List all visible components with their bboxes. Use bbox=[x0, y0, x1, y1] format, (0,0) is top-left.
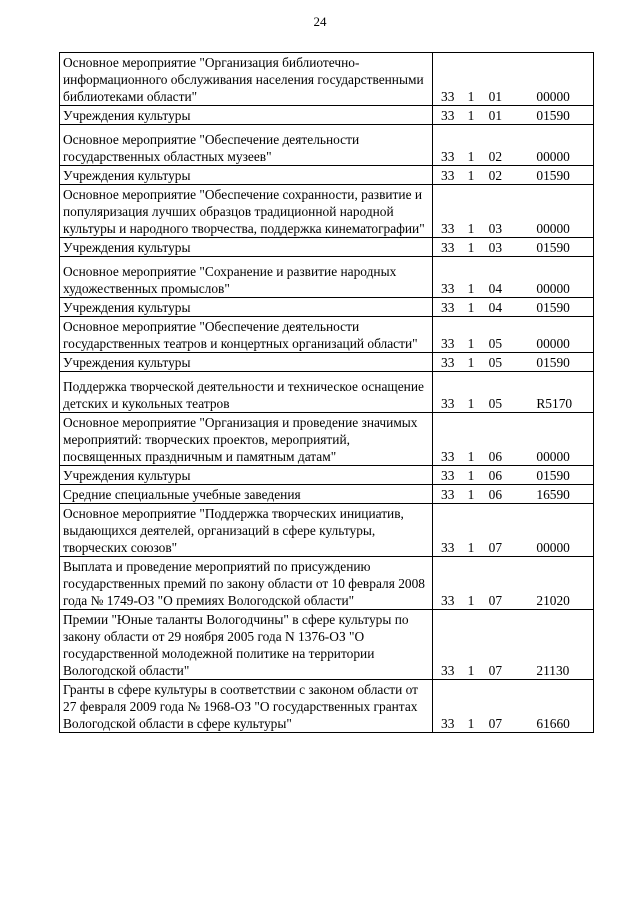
measure-code: 06 bbox=[488, 468, 503, 483]
budget-classification-table bbox=[59, 52, 594, 733]
subprogram-code: 1 bbox=[467, 355, 475, 370]
table-row bbox=[60, 413, 594, 466]
subprogram-code: 1 bbox=[467, 221, 475, 236]
row-code bbox=[433, 372, 594, 413]
subprogram-code: 1 bbox=[467, 663, 475, 678]
subprogram-code: 1 bbox=[467, 449, 475, 464]
row-code bbox=[433, 610, 594, 680]
direction-code: 00000 bbox=[536, 149, 570, 164]
measure-code: 04 bbox=[488, 300, 503, 315]
table-row bbox=[60, 106, 594, 125]
measure-code: 07 bbox=[488, 540, 503, 555]
table-row bbox=[60, 353, 594, 372]
row-name: Учреждения культуры bbox=[60, 353, 433, 372]
direction-code: 00000 bbox=[536, 449, 570, 464]
row-name: Гранты в сфере культуры в соответствии с законом области от 27 февраля 2009 года № 1968-ОЗ "О государственных грантах Вологодской области в сфере культуры" bbox=[60, 680, 433, 733]
measure-code: 03 bbox=[488, 221, 503, 236]
row-name: Основное мероприятие "Организация и проведение значимых мероприятий: творческих проектов, мероприятий, посвященных праздничным и памятным датам" bbox=[60, 413, 433, 466]
program-code: 33 bbox=[441, 468, 455, 483]
program-code: 33 bbox=[441, 108, 455, 123]
table-row bbox=[60, 680, 594, 733]
direction-code: R5170 bbox=[536, 396, 573, 411]
row-code bbox=[433, 504, 594, 557]
row-name: Учреждения культуры bbox=[60, 238, 433, 257]
subprogram-code: 1 bbox=[467, 281, 475, 296]
measure-code: 05 bbox=[488, 336, 503, 351]
row-code bbox=[433, 485, 594, 504]
row-code bbox=[433, 466, 594, 485]
program-code: 33 bbox=[441, 240, 455, 255]
row-name: Учреждения культуры bbox=[60, 166, 433, 185]
program-code: 33 bbox=[441, 355, 455, 370]
row-code bbox=[433, 166, 594, 185]
subprogram-code: 1 bbox=[467, 149, 475, 164]
table-row bbox=[60, 372, 594, 413]
table-row bbox=[60, 257, 594, 298]
direction-code: 00000 bbox=[536, 221, 570, 236]
measure-code: 01 bbox=[488, 108, 503, 123]
program-code: 33 bbox=[441, 300, 455, 315]
direction-code: 00000 bbox=[536, 540, 570, 555]
program-code: 33 bbox=[441, 149, 455, 164]
table-row bbox=[60, 298, 594, 317]
row-name: Основное мероприятие "Обеспечение деятельности государственных областных музеев" bbox=[60, 125, 433, 166]
direction-code: 00000 bbox=[536, 89, 570, 104]
row-code bbox=[433, 298, 594, 317]
row-code bbox=[433, 353, 594, 372]
table-row bbox=[60, 166, 594, 185]
table-row bbox=[60, 53, 594, 106]
subprogram-code: 1 bbox=[467, 300, 475, 315]
row-name: Основное мероприятие "Сохранение и развитие народных художественных промыслов" bbox=[60, 257, 433, 298]
row-code bbox=[433, 125, 594, 166]
program-code: 33 bbox=[441, 540, 455, 555]
row-name: Основное мероприятие "Организация библиотечно-информационного обслуживания населения государственными библиотеками области" bbox=[60, 53, 433, 106]
measure-code: 02 bbox=[488, 149, 503, 164]
row-code bbox=[433, 680, 594, 733]
subprogram-code: 1 bbox=[467, 89, 475, 104]
program-code: 33 bbox=[441, 89, 455, 104]
subprogram-code: 1 bbox=[467, 593, 475, 608]
subprogram-code: 1 bbox=[467, 716, 475, 731]
table-row bbox=[60, 610, 594, 680]
row-name: Выплата и проведение мероприятий по присуждению государственных премий по закону области от 10 февраля 2008 года № 1749-ОЗ "О премиях Вологодской области" bbox=[60, 557, 433, 610]
measure-code: 06 bbox=[488, 487, 503, 502]
row-name: Основное мероприятие "Обеспечение сохранности, развитие и популяризация лучших образцов традиционной народной культуры и народного творчества, поддержка кинематографии" bbox=[60, 185, 433, 238]
table-row bbox=[60, 185, 594, 238]
subprogram-code: 1 bbox=[467, 108, 475, 123]
row-code bbox=[433, 53, 594, 106]
program-code: 33 bbox=[441, 396, 455, 411]
table-row bbox=[60, 485, 594, 504]
program-code: 33 bbox=[441, 593, 455, 608]
subprogram-code: 1 bbox=[467, 336, 475, 351]
table-row bbox=[60, 504, 594, 557]
program-code: 33 bbox=[441, 449, 455, 464]
measure-code: 07 bbox=[488, 663, 503, 678]
direction-code: 01590 bbox=[536, 108, 570, 123]
program-code: 33 bbox=[441, 336, 455, 351]
direction-code: 01590 bbox=[536, 168, 570, 183]
row-name: Средние специальные учебные заведения bbox=[60, 485, 433, 504]
table-row bbox=[60, 557, 594, 610]
row-code bbox=[433, 238, 594, 257]
row-code bbox=[433, 557, 594, 610]
row-name: Премии "Юные таланты Вологодчины" в сфере культуры по закону области от 29 ноября 2005 года N 1376-ОЗ "О государственной молодежной политике на территории Вологодской области" bbox=[60, 610, 433, 680]
direction-code: 01590 bbox=[536, 300, 570, 315]
row-code bbox=[433, 106, 594, 125]
measure-code: 02 bbox=[488, 168, 503, 183]
subprogram-code: 1 bbox=[467, 240, 475, 255]
measure-code: 07 bbox=[488, 716, 503, 731]
measure-code: 05 bbox=[488, 355, 503, 370]
measure-code: 04 bbox=[488, 281, 503, 296]
program-code: 33 bbox=[441, 716, 455, 731]
program-code: 33 bbox=[441, 663, 455, 678]
direction-code: 00000 bbox=[536, 336, 570, 351]
page-number: 24 bbox=[313, 14, 327, 29]
table-row bbox=[60, 125, 594, 166]
row-name: Основное мероприятие "Обеспечение деятельности государственных театров и концертных организаций области" bbox=[60, 317, 433, 353]
program-code: 33 bbox=[441, 168, 455, 183]
table-row bbox=[60, 238, 594, 257]
program-code: 33 bbox=[441, 281, 455, 296]
measure-code: 05 bbox=[488, 396, 503, 411]
table-body bbox=[60, 53, 594, 733]
row-code bbox=[433, 317, 594, 353]
measure-code: 01 bbox=[488, 89, 503, 104]
row-code bbox=[433, 185, 594, 238]
direction-code: 01590 bbox=[536, 355, 570, 370]
subprogram-code: 1 bbox=[467, 396, 475, 411]
row-name: Поддержка творческой деятельности и техническое оснащение детских и кукольных театров bbox=[60, 372, 433, 413]
measure-code: 07 bbox=[488, 593, 503, 608]
row-name: Учреждения культуры bbox=[60, 106, 433, 125]
row-code bbox=[433, 257, 594, 298]
direction-code: 01590 bbox=[536, 240, 570, 255]
direction-code: 01590 bbox=[536, 468, 570, 483]
subprogram-code: 1 bbox=[467, 168, 475, 183]
direction-code: 21130 bbox=[536, 663, 570, 678]
table-row bbox=[60, 317, 594, 353]
row-code bbox=[433, 413, 594, 466]
row-name: Основное мероприятие "Поддержка творческих инициатив, выдающихся деятелей, организаций в сфере культуры, творческих союзов" bbox=[60, 504, 433, 557]
direction-code: 61660 bbox=[536, 716, 570, 731]
program-code: 33 bbox=[441, 487, 455, 502]
direction-code: 16590 bbox=[536, 487, 570, 502]
program-code: 33 bbox=[441, 221, 455, 236]
table-row bbox=[60, 466, 594, 485]
measure-code: 03 bbox=[488, 240, 503, 255]
row-name: Учреждения культуры bbox=[60, 466, 433, 485]
subprogram-code: 1 bbox=[467, 487, 475, 502]
subprogram-code: 1 bbox=[467, 468, 475, 483]
direction-code: 00000 bbox=[536, 281, 570, 296]
row-name: Учреждения культуры bbox=[60, 298, 433, 317]
direction-code: 21020 bbox=[536, 593, 570, 608]
subprogram-code: 1 bbox=[467, 540, 475, 555]
measure-code: 06 bbox=[488, 449, 503, 464]
